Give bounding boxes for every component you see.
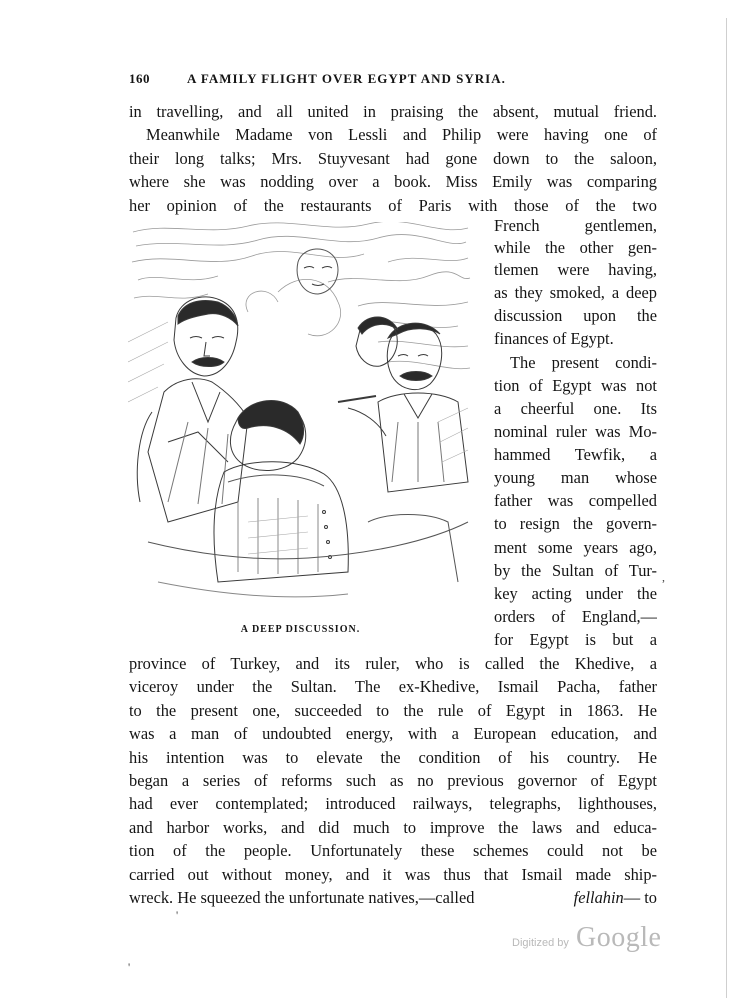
text-line: to resign the govern- xyxy=(494,514,657,533)
text-line: his intention was to elevate the condition of his country. He xyxy=(129,747,657,767)
last-line-main: wreck. He squeezed the unfortunate natives,—called xyxy=(129,888,475,907)
margin-mark: ' xyxy=(128,960,131,974)
text-line: and harbor works, and did much to improve the laws and educa- xyxy=(129,817,657,837)
running-header xyxy=(129,71,657,91)
text-line: in travelling, and all united in praising the absent, mutual friend. xyxy=(129,102,657,121)
text-line: French gentlemen, xyxy=(494,216,657,235)
google-digitized-watermark xyxy=(512,924,672,956)
text-line: a cheerful one. Its xyxy=(494,399,657,418)
text-line: to the present one, succeeded to the rule of Egypt in 1863. He xyxy=(129,700,657,720)
page-edge-rule xyxy=(726,18,727,998)
running-title: A FAMILY FLIGHT OVER EGYPT AND SYRIA. xyxy=(187,71,506,86)
text-line: tion of the people. Unfortunately these schemes could not be xyxy=(129,841,657,861)
text-line: tlemen were having, xyxy=(494,260,657,279)
text-line: finances of Egypt. xyxy=(494,329,614,348)
text-line: while the other gen- xyxy=(494,238,657,257)
text-line: had ever contemplated; introduced railways, telegraphs, lighthouses, xyxy=(129,794,657,814)
last-line-tail: — to xyxy=(623,888,657,907)
text-line: hammed Tewfik, a xyxy=(494,445,657,464)
text-line: their long talks; Mrs. Stuyvesant had gone down to the saloon, xyxy=(129,148,657,168)
text-line: father was compelled xyxy=(494,491,657,510)
google-logo: Google xyxy=(576,922,662,953)
text-line: province of Turkey, and its ruler, who is called the Khedive, a xyxy=(129,654,657,673)
text-line: nominal ruler was Mo- xyxy=(494,422,657,441)
engraving-illustration xyxy=(128,222,473,612)
text-line: tion of Egypt was not xyxy=(494,376,657,395)
text-line: young man whose xyxy=(494,468,657,487)
margin-mark: , xyxy=(662,570,665,584)
text-line: The present condi- xyxy=(510,353,657,372)
text-line: as they smoked, a deep xyxy=(494,283,657,302)
text-line: carried out without money, and it was thus that Ismail made ship- xyxy=(129,864,657,884)
text-line: Meanwhile Madame von Lessli and Philip were having one of xyxy=(146,125,657,145)
illustration-caption: A DEEP DISCUSSION. xyxy=(240,624,361,635)
text-line: for Egypt is but a xyxy=(494,630,657,649)
text-line: where she was nodding over a book. Miss Emily was comparing xyxy=(129,172,657,192)
text-line-last xyxy=(129,886,657,909)
text-line: ment some years ago, xyxy=(494,538,657,557)
text-line: by the Sultan of Tur- xyxy=(494,561,657,580)
text-line: her opinion of the restaurants of Paris with those of the two xyxy=(129,195,657,215)
text-line: was a man of undoubted energy, with a European education, and xyxy=(129,724,657,744)
text-line: key acting under the xyxy=(494,584,657,603)
last-line-end xyxy=(574,886,657,909)
text-line: discussion upon the xyxy=(494,306,657,325)
digitized-by-text: Digitized by xyxy=(512,937,569,949)
text-line: orders of England,— xyxy=(494,607,657,626)
page-number: 160 xyxy=(129,71,150,86)
text-line: viceroy under the Sultan. The ex-Khedive, Ismail Pacha, father xyxy=(129,677,657,697)
text-line: began a series of reforms such as no previous governor of Egypt xyxy=(129,771,657,790)
italic-word: fellahin xyxy=(573,888,624,907)
margin-mark: ' xyxy=(176,908,179,922)
